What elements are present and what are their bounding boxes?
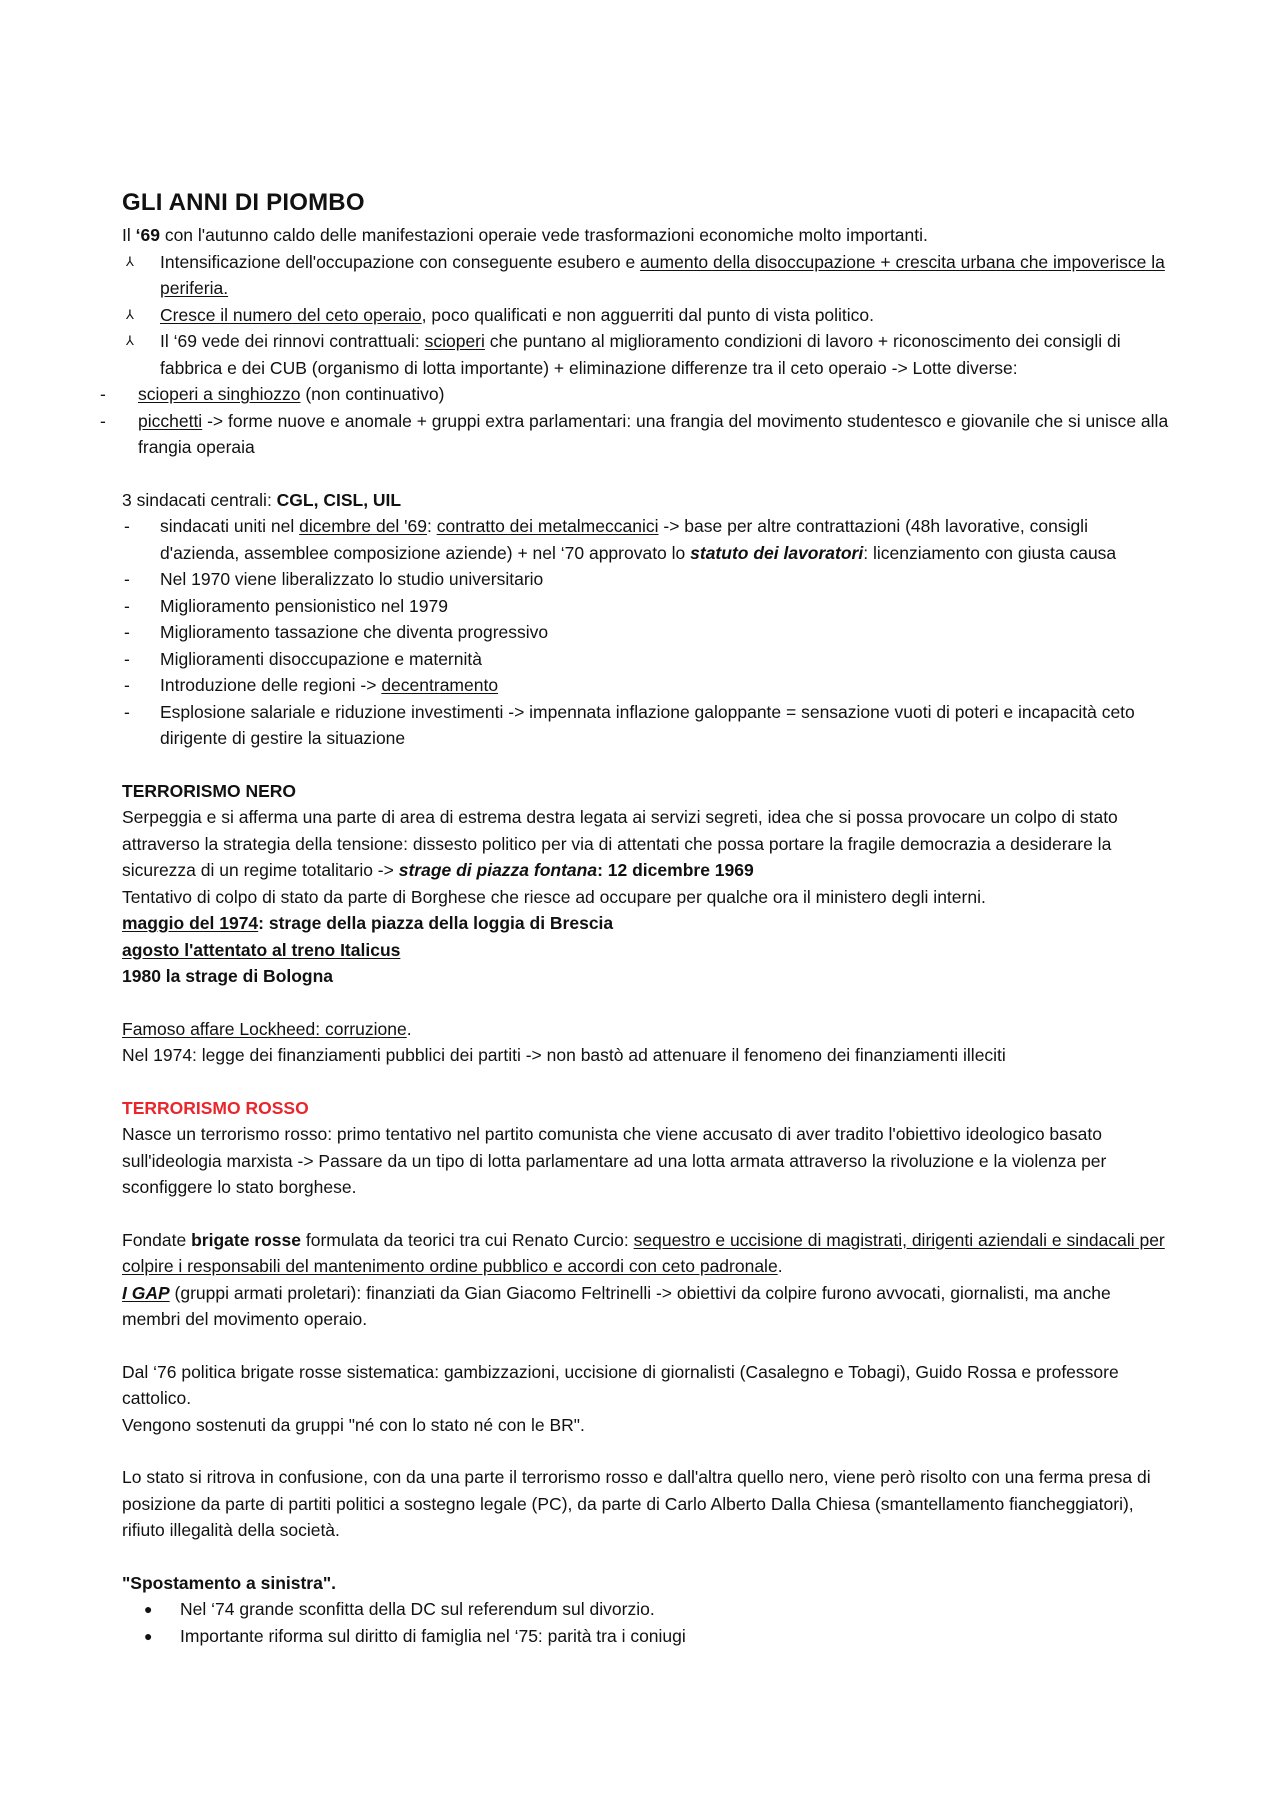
rosso-gap-label: I GAP	[122, 1282, 170, 1303]
nero-date: : 12 dicembre 1969	[597, 860, 754, 880]
list-item	[122, 302, 1172, 329]
item-underlined: aumento della disoccupazione + crescita urbana che impoverisce la periferia.	[160, 251, 1165, 298]
list-item	[122, 566, 1172, 593]
list-item	[100, 408, 1172, 461]
item-underlined: picchetti	[138, 410, 203, 431]
item-text: Intensificazione dell'occupazione con conseguente esubero e	[160, 251, 641, 272]
item-text: Nel ‘74 grande sconfitta della DC sul referendum sul divorzio.	[180, 1599, 655, 1619]
list-item	[122, 513, 1172, 566]
lockheed-dot: .	[406, 1018, 412, 1039]
item-bold-italic: statuto dei lavoratori	[690, 542, 864, 563]
sindacati-intro-text: 3 sindacati centrali:	[122, 489, 277, 510]
triangle-bullet-icon: ⅄	[126, 253, 134, 269]
rosso-paragraph-5: Vengono sostenuti da gruppi "né con lo stato né con le BR".	[122, 1414, 585, 1435]
item-text: Introduzione delle regioni ->	[160, 675, 382, 695]
rosso-bold: brigate rosse	[191, 1229, 301, 1250]
section-heading-rosso: TERRORISMO ROSSO	[122, 1097, 309, 1118]
list-item	[122, 672, 1172, 699]
bullet-icon: ●	[144, 1601, 153, 1617]
item-underlined: dicembre del '69	[299, 516, 427, 536]
list-item	[122, 328, 1172, 381]
rosso-paragraph-3	[122, 1280, 1172, 1333]
rosso-text: Fondate	[122, 1229, 192, 1250]
item-text: :	[426, 516, 437, 536]
intro-year: ‘69	[135, 225, 160, 245]
rosso-text: .	[777, 1256, 783, 1276]
rosso-paragraph-1: Nasce un terrorismo rosso: primo tentativo nel partito comunista che viene accusato di aver tradito l'obiettivo ideologico basato sull'ideologia marxista -> Passare da un tipo di lotta parlamentare ad una lotta armata attraverso la rivoluzione e la violenza per sconfiggere lo stato borghese.	[122, 1124, 1107, 1197]
intro-text: Il	[122, 225, 136, 245]
section-heading-sinistra: "Spostamento a sinistra".	[122, 1572, 337, 1593]
rosso-text: (gruppi armati proletari): finanziati da Gian Giacomo Feltrinelli -> obiettivi da colpire furono avvocati, giornalisti, ma anche membri del movimento operaio.	[122, 1282, 1111, 1329]
item-text: , poco qualificati e non agguerriti dal punto di vista politico.	[421, 304, 875, 325]
list-item	[100, 381, 1172, 408]
list-item	[122, 619, 1172, 646]
list-item	[122, 249, 1172, 302]
item-underlined: decentramento	[381, 675, 499, 695]
dash-bullet-icon: -	[100, 384, 106, 404]
lockheed-underlined: Famoso affare Lockheed: corruzione	[122, 1018, 407, 1039]
intro-paragraph	[122, 222, 1172, 249]
dash-bullet-icon: -	[124, 701, 130, 722]
dash-bullet-icon: -	[124, 516, 130, 536]
rosso-underlined: sequestro e uccisione di magistrati, dirigenti aziendali e sindacali per colpire i responsabili del mantenimento ordine pubblico e accordi con ceto padronale	[122, 1229, 1165, 1276]
lockheed-paragraph: Nel 1974: legge dei finanziamenti pubblici dei partiti -> non bastò ad attenuare il fenomeno dei finanziamenti illeciti	[122, 1045, 1006, 1065]
item-text: Esplosione salariale e riduzione investimenti -> impennata inflazione galoppante = sensazione vuoti di poteri e incapacità ceto dirigente di gestire la situazione	[160, 701, 1135, 748]
rosso-paragraph-4: Dal ‘76 politica brigate rosse sistematica: gambizzazioni, uccisione di giornalisti (Casalegno e Tobagi), Guido Rossa e professore cattolico.	[122, 1361, 1119, 1408]
list-item	[122, 593, 1172, 620]
list-item	[122, 1623, 1172, 1650]
triangle-bullet-icon: ⅄	[126, 333, 134, 348]
nero-event-italicus: agosto l'attentato al treno Italicus	[122, 939, 401, 960]
list-item	[122, 1596, 1172, 1623]
bullet-icon: ●	[144, 1627, 153, 1644]
item-text: : licenziamento con giusta causa	[863, 542, 1117, 563]
item-text: Importante riforma sul diritto di famiglia nel ‘75: parità tra i coniugi	[180, 1625, 686, 1646]
item-text: sindacati uniti nel	[160, 516, 300, 536]
item-text: Il ‘69 vede dei rinnovi contrattuali:	[160, 331, 425, 351]
item-underlined: contratto dei metalmeccanici	[436, 516, 659, 536]
nero-event-1974	[122, 910, 1172, 937]
nero-event-bologna: 1980 la strage di Bologna	[122, 966, 334, 986]
rosso-paragraph-2	[122, 1227, 1172, 1280]
item-underlined: scioperi a singhiozzo	[138, 384, 301, 404]
item-text: che puntano al miglioramento condizioni di lavoro + riconoscimento dei consigli di fabbrica e dei CUB (organismo di lotta importante) + eliminazione differenze tra il ceto operaio -> Lotte diverse:	[160, 331, 1121, 378]
sinistra-list	[122, 1596, 1172, 1649]
dash-bullet-icon: -	[124, 622, 130, 642]
item-underlined: Cresce il numero del ceto operaio	[160, 304, 422, 325]
sindacati-intro	[122, 487, 1172, 514]
dash-bullet-icon: -	[124, 595, 130, 616]
item-text: -> forme nuove e anomale + gruppi extra parlamentari: una frangia del movimento studentesco e giovanile che si unisce alla frangia operaia	[138, 410, 1169, 457]
item-text: Miglioramento pensionistico nel 1979	[160, 595, 448, 616]
item-underlined: scioperi	[424, 331, 485, 351]
page-title: GLI ANNI DI PIOMBO	[122, 189, 365, 216]
lockheed-line	[122, 1016, 1172, 1043]
item-text: Miglioramento tassazione che diventa progressivo	[160, 622, 549, 642]
list-item	[122, 699, 1172, 752]
item-text: Miglioramenti disoccupazione e maternità	[160, 648, 482, 669]
rosso-paragraph-6: Lo stato si ritrova in confusione, con da una parte il terrorismo rosso e dall'altra quello nero, viene però risolto con una ferma presa di posizione da parte di partiti politici a sostegno legale (PC), da parte di Carlo Alberto Dalla Chiesa (smantellamento fiancheggiatori), rifiuto illegalità della società.	[122, 1467, 1151, 1540]
nero-event-text: : strage della piazza della loggia di Brescia	[258, 913, 614, 933]
sindacati-list	[122, 513, 1172, 752]
rosso-text: formulata da teorici tra cui Renato Curcio:	[300, 1229, 634, 1250]
dash-bullet-icon: -	[124, 569, 130, 589]
sindacati-names: CGL, CISL, UIL	[276, 489, 402, 510]
list-item	[122, 646, 1172, 673]
nero-bold-italic: strage di piazza fontana	[398, 860, 598, 880]
section-heading-nero: TERRORISMO NERO	[122, 780, 297, 801]
item-text: (non continuativo)	[300, 384, 445, 404]
nero-event-date: maggio del 1974	[122, 913, 259, 933]
nero-text: Serpeggia e si afferma una parte di area di estrema destra legata ai servizi segreti, idea che si possa provocare un colpo di stato attraverso la strategia della tensione: dissesto politico per via di attentati che possa portare la fragile democrazia a desiderare la sicurezza di un regime totalitario ->	[122, 807, 1118, 880]
dash-bullet-icon: -	[124, 675, 130, 695]
dash-bullet-icon: -	[124, 648, 130, 669]
document-content	[100, 186, 1172, 1649]
triangle-list	[122, 249, 1172, 382]
triangle-bullet-icon: ⅄	[126, 306, 134, 322]
lotte-list	[100, 381, 1172, 461]
nero-paragraph-2: Tentativo di colpo di stato da parte di Borghese che riesce ad occupare per qualche ora il ministero degli interni.	[122, 886, 986, 907]
dash-bullet-icon: -	[100, 410, 106, 431]
item-text: Nel 1970 viene liberalizzato lo studio universitario	[160, 569, 544, 589]
nero-paragraph	[122, 804, 1172, 884]
item-text: -> base per altre contrattazioni (48h lavorative, consigli d'azienda, assemblee composizione aziende) + nel ‘70 approvato lo	[160, 516, 1088, 563]
intro-text-end: con l'autunno caldo delle manifestazioni operaie vede trasformazioni economiche molto importanti.	[159, 225, 928, 245]
